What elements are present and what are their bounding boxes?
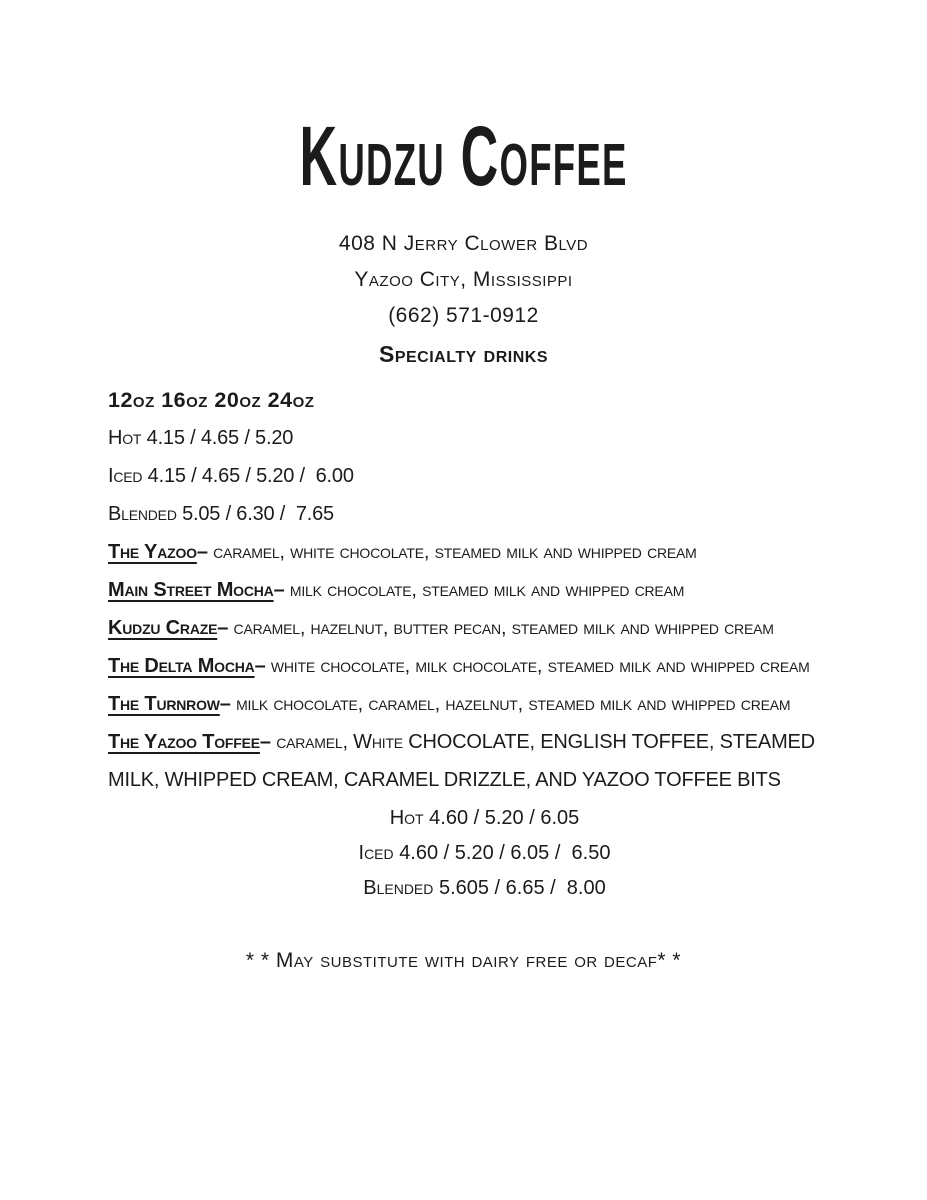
drink-item-the-yazoo-toffee bbox=[108, 723, 860, 799]
drink-desc: caramel, white chocolate, steamed milk and whipped cream bbox=[213, 541, 697, 563]
address-line-1: 408 N Jerry Clower Blvd bbox=[338, 232, 589, 255]
section-heading: Specialty drinks bbox=[379, 341, 548, 367]
drink-name bbox=[108, 655, 266, 677]
drink-name-text: The Yazoo bbox=[108, 541, 197, 563]
drink-name-dash: – bbox=[273, 579, 285, 601]
drink-item-kudzu-craze bbox=[108, 609, 860, 647]
drink-name-text: Main Street Mocha bbox=[108, 579, 274, 601]
drink-name bbox=[108, 617, 228, 639]
drink-desc: caramel, White CHOCOLATE, ENGLISH TOFFEE, STEAMED MILK, WHIPPED CREAM, CARAMEL DRIZZLE, AND YAZOO TOFFEE BITS bbox=[108, 731, 815, 791]
specialty-price-line-iced: Iced 4.60 / 5.20 / 6.05 / 6.50 bbox=[358, 842, 611, 864]
specialty-price-line-blended: Blended 5.605 / 6.65 / 8.00 bbox=[363, 877, 606, 899]
sizes-heading: 12oz 16oz 20oz 24oz bbox=[108, 388, 315, 412]
page-title-text: Kudzu Coffee bbox=[299, 109, 628, 203]
drink-desc: caramel, hazelnut, butter pecan, steamed milk and whipped cream bbox=[233, 617, 774, 639]
address-block bbox=[0, 226, 927, 334]
drink-item-main-street-mocha bbox=[108, 571, 860, 609]
drink-name-dash: – bbox=[259, 731, 271, 753]
drink-item-the-turnrow bbox=[108, 685, 860, 723]
drink-name-text: The Delta Mocha bbox=[108, 655, 255, 677]
specialty-price-block bbox=[0, 801, 927, 906]
address-line-2: Yazoo City, Mississippi bbox=[354, 268, 573, 291]
menu-body bbox=[108, 381, 860, 799]
drink-name-text: The Turnrow bbox=[108, 693, 220, 715]
drink-name-dash: – bbox=[219, 693, 231, 715]
specialty-price-line-hot: Hot 4.60 / 5.20 / 6.05 bbox=[389, 807, 580, 829]
drink-desc: milk chocolate, caramel, hazelnut, steamed milk and whipped cream bbox=[236, 693, 791, 715]
drink-desc: white chocolate, milk chocolate, steamed milk and whipped cream bbox=[270, 655, 810, 677]
base-price-line-blended: Blended 5.05 / 6.30 / 7.65 bbox=[108, 503, 334, 525]
drink-name-text: The Yazoo Toffee bbox=[108, 731, 260, 753]
drink-name-text: Kudzu Craze bbox=[108, 617, 218, 639]
base-price-line-iced: Iced 4.15 / 4.65 / 5.20 / 6.00 bbox=[108, 465, 354, 487]
drink-name bbox=[108, 693, 231, 715]
drink-item-the-yazoo bbox=[108, 533, 860, 571]
base-price-line-hot: Hot 4.15 / 4.65 / 5.20 bbox=[108, 427, 294, 449]
drink-name bbox=[108, 731, 271, 753]
drink-name-dash: – bbox=[217, 617, 229, 639]
footer-note: * * May substitute with dairy free or decaf* * bbox=[245, 949, 682, 972]
drink-name-dash: – bbox=[196, 541, 208, 563]
drink-name-dash: – bbox=[254, 655, 266, 677]
drink-item-the-delta-mocha bbox=[108, 647, 860, 685]
phone-number: (662) 571-0912 bbox=[388, 304, 539, 327]
drink-name bbox=[108, 541, 208, 563]
drink-desc: milk chocolate, steamed milk and whipped cream bbox=[289, 579, 685, 601]
drink-name bbox=[108, 579, 285, 601]
page-title bbox=[0, 0, 927, 203]
